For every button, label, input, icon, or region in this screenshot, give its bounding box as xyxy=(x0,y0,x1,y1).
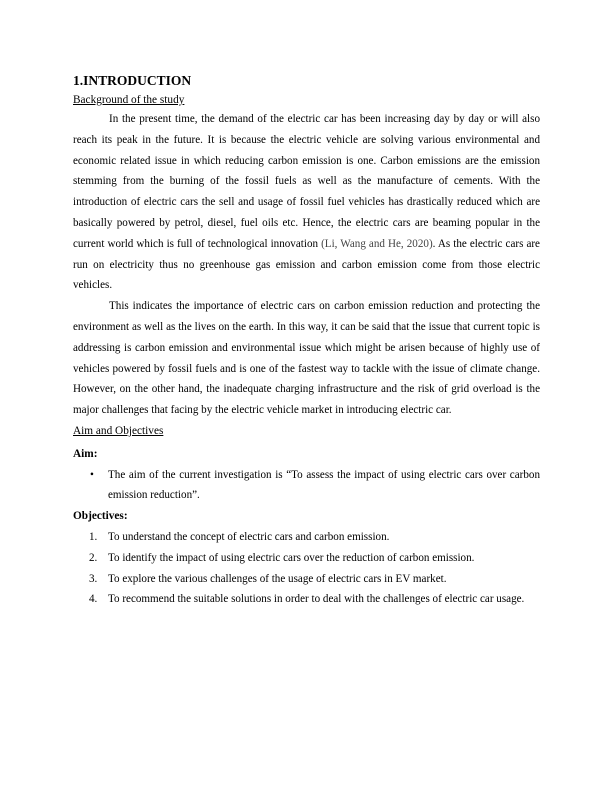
objective-text: To understand the concept of electric cars and carbon emission. xyxy=(108,530,390,543)
paragraph-1-text-a: In the present time, the demand of the electric car has been increasing day by day or will also reach its peak in the future. It is because the electric vehicle are solving various environmental and economic related issue in which reducing carbon emission is one. Carbon emissions are the emission stemming from the burning of the fossil fuels as well as the manufacture of cements. With the introduction of electric cars the sell and usage of fossil fuel vehicles has drastically reduced which are basically powered by petrol, diesel, fuel oils etc. Hence, the electric cars are beaming popular in the current world which is full of technological innovation xyxy=(73,113,540,250)
citation: (Li, Wang and He, 2020) xyxy=(321,237,433,250)
objective-text: To identify the impact of using electric cars over the reduction of carbon emission. xyxy=(108,551,475,564)
paragraph-1-text-b: . As the electric cars are run on electricity thus no greenhouse gas emission and carbon emission come from those electric vehicles. xyxy=(73,237,540,292)
aim-label: Aim: xyxy=(73,447,98,460)
objective-text: To recommend the suitable solutions in order to deal with the challenges of electric car usage. xyxy=(108,593,525,606)
objectives-label: Objectives: xyxy=(73,510,128,523)
list-item xyxy=(73,548,540,569)
bullet-icon: • xyxy=(90,468,94,481)
list-item xyxy=(73,465,540,507)
aims-subheading: Aim and Objectives xyxy=(73,424,164,437)
list-number: 4. xyxy=(89,593,98,606)
section-heading: 1.INTRODUCTION xyxy=(73,73,192,88)
aim-text: The aim of the current investigation is “To assess the impact of using electric cars over carbon emission reduction”. xyxy=(108,468,540,502)
paragraph-2: This indicates the importance of electric cars on carbon emission reduction and protecting the environment as well as the lives on the earth. In this way, it can be said that the issue that current topic is addressing is carbon emission and environmental issue which might be arisen because of highly use of vehicles powered by fossil fuels and is one of the fastest way to tackle with the issue of climate change. However, on the other hand, the inadequate charging infrastructure and the risk of grid overload is the major challenges that facing by the electric vehicle market in introducing electric car. xyxy=(73,300,540,417)
objective-text: To explore the various challenges of the usage of electric cars in EV market. xyxy=(108,572,447,585)
list-number: 3. xyxy=(89,572,98,585)
list-number: 2. xyxy=(89,551,98,564)
objectives-list xyxy=(73,527,540,610)
paragraph-1 xyxy=(73,109,540,296)
list-item xyxy=(73,589,540,610)
background-subheading: Background of the study xyxy=(73,94,185,106)
list-number: 1. xyxy=(89,530,98,543)
aim-list xyxy=(73,465,540,507)
list-item xyxy=(73,527,540,548)
list-item xyxy=(73,569,540,590)
